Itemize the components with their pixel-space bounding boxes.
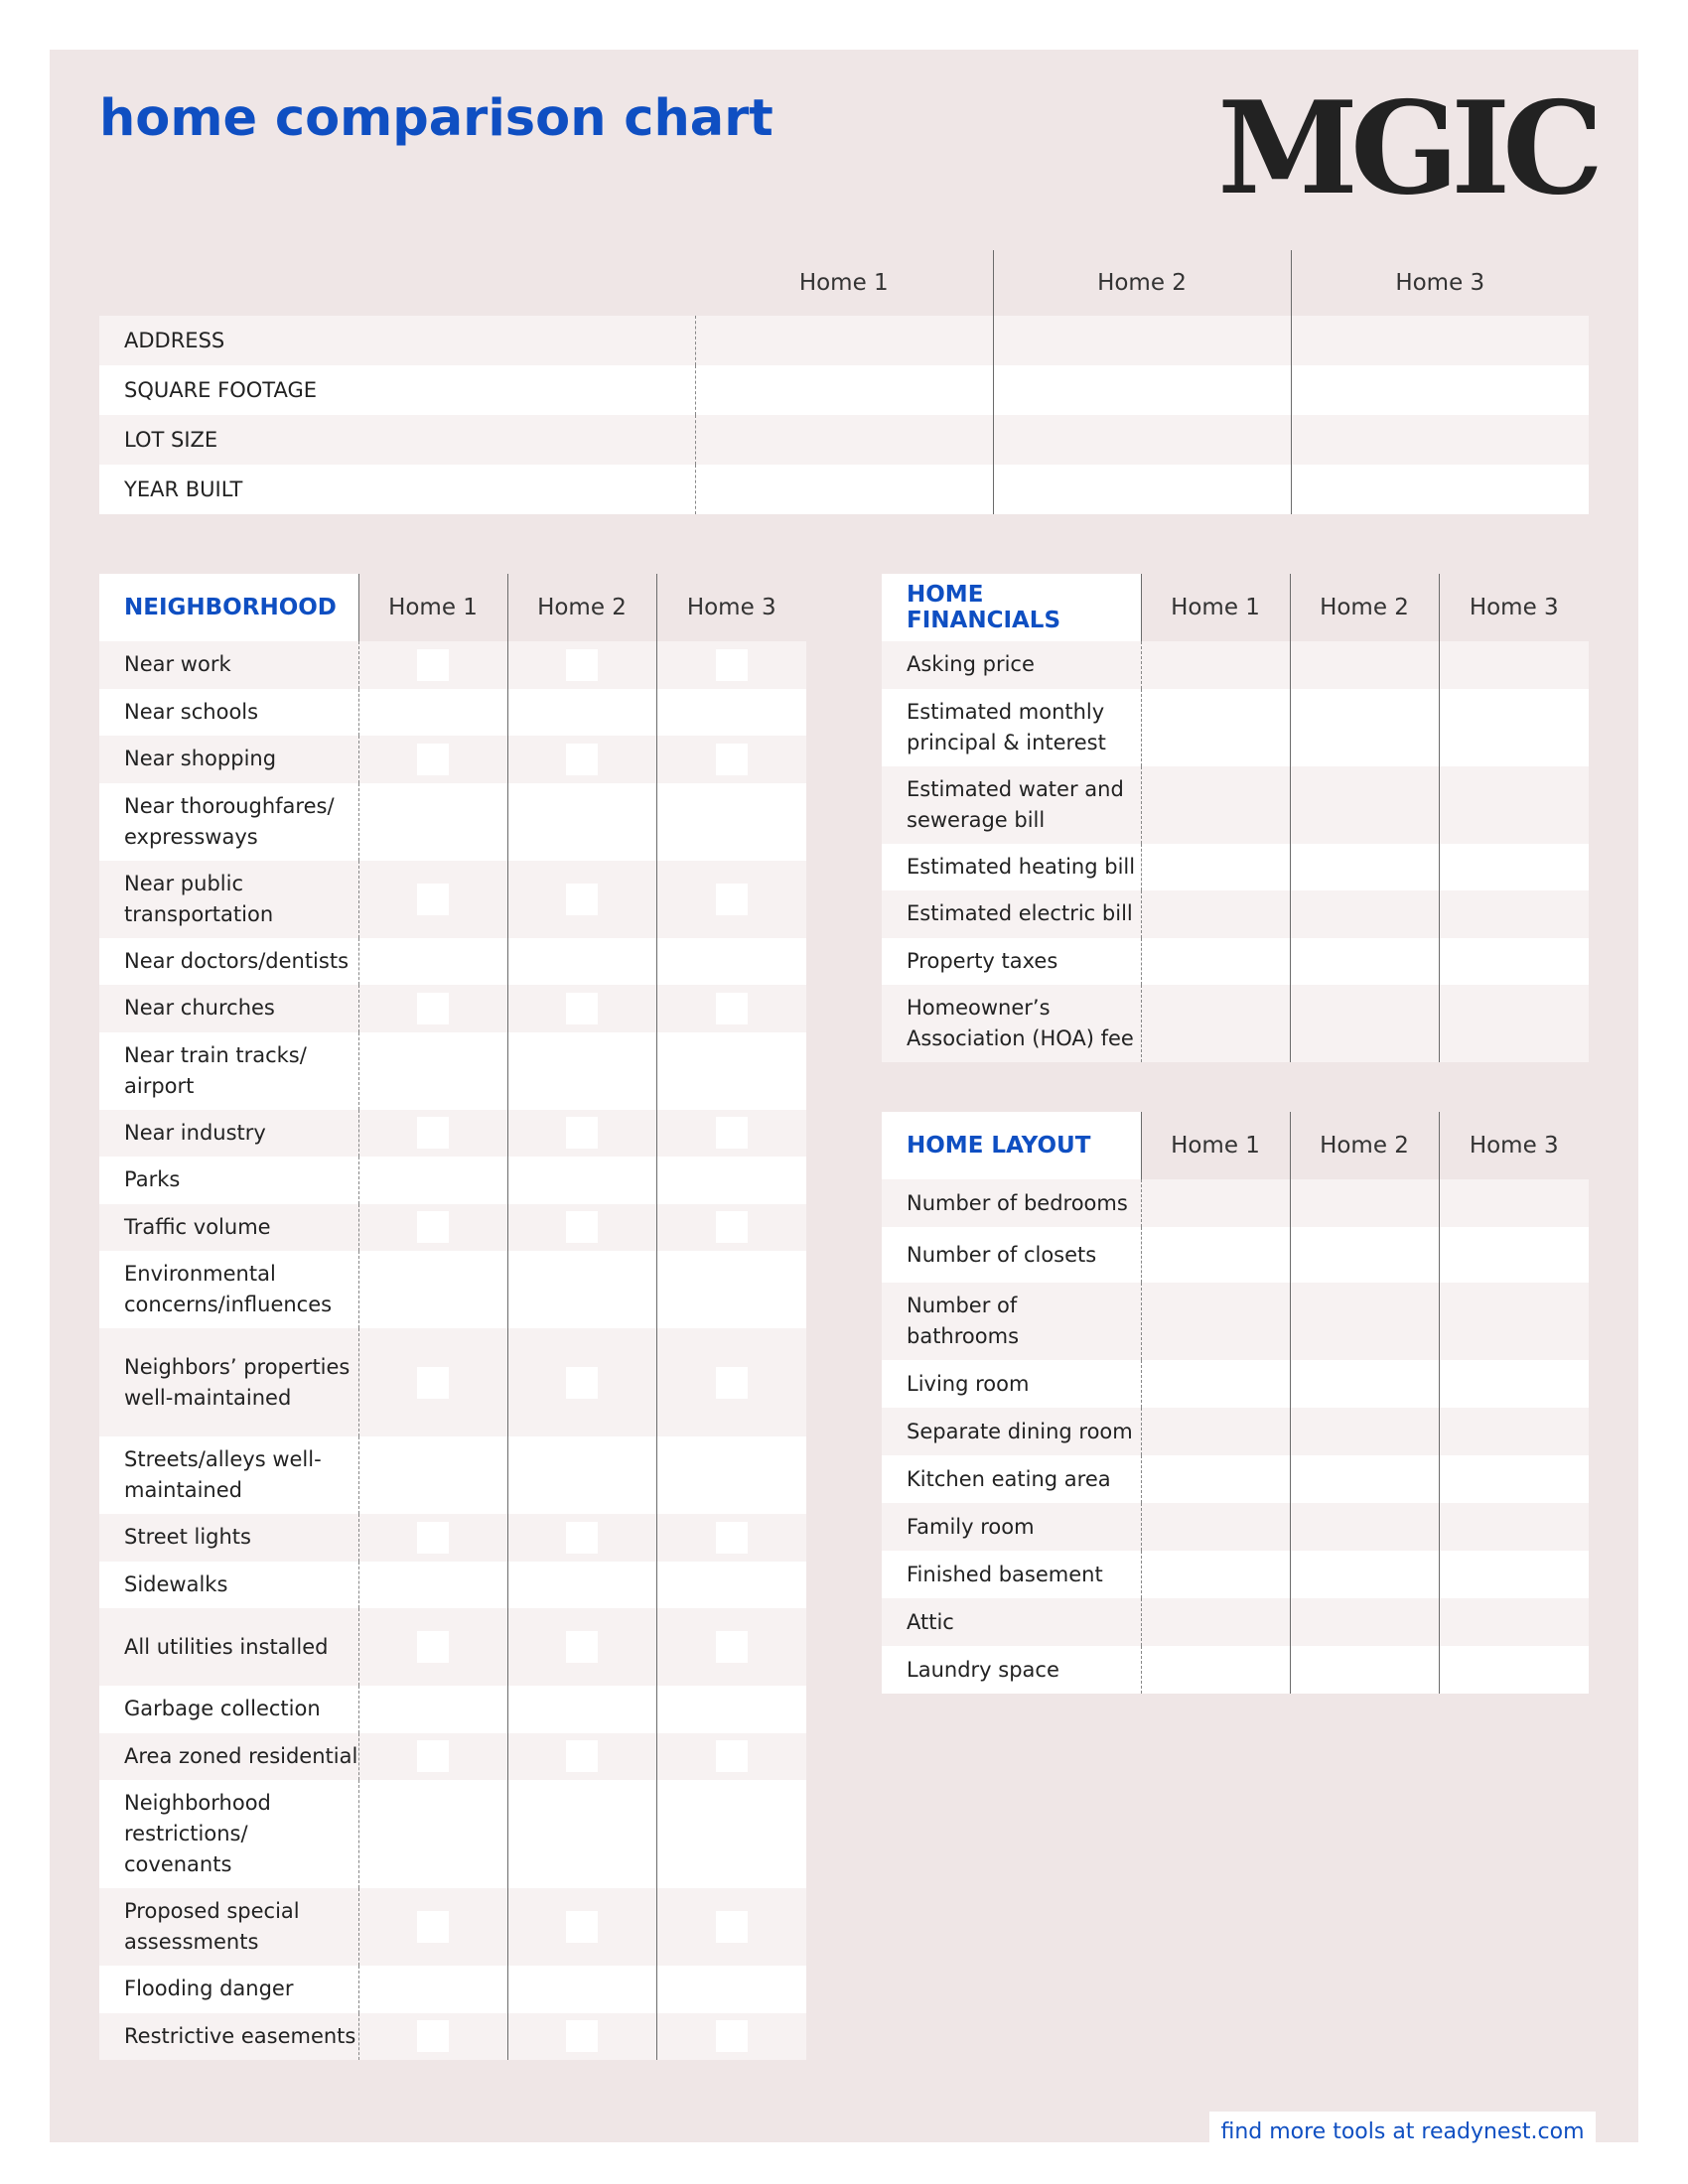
layout-row-label: Family room [882,1503,1141,1551]
financials-input-home-2[interactable] [1290,844,1439,891]
neighborhood-row-label: Near schools [99,689,358,737]
layout-row [882,1227,1589,1283]
checkbox[interactable] [566,1117,598,1149]
mgic-logo: MGIC [1217,74,1596,223]
neighborhood-cell-home-1 [358,1204,507,1252]
neighborhood-cell-home-2 [507,1328,656,1436]
financials-row-label: Property taxes [882,938,1141,986]
checkbox[interactable] [566,1740,598,1772]
financials-input-home-2[interactable] [1290,641,1439,689]
basics-input-home-3[interactable] [1291,465,1589,514]
financials-row [882,844,1589,891]
neighborhood-row [99,1780,806,1888]
neighborhood-row-label: Near thoroughfares/ expressways [99,783,358,861]
checkbox[interactable] [417,884,449,915]
neighborhood-cell-home-1[interactable] [358,1032,507,1110]
neighborhood-cell-home-3[interactable] [656,938,806,986]
neighborhood-row-label: Near work [99,641,358,689]
layout-input-home-1[interactable] [1141,1408,1290,1455]
neighborhood-row-label: Garbage collection [99,1686,358,1733]
neighborhood-cell-home-1[interactable] [358,783,507,861]
neighborhood-row [99,1686,806,1733]
basics-table [99,250,1589,514]
neighborhood-cell-home-1 [358,1328,507,1436]
basics-input-home-3[interactable] [1291,365,1589,415]
financials-row [882,938,1589,986]
neighborhood-row [99,1110,806,1158]
neighborhood-cell-home-3 [656,736,806,783]
neighborhood-cell-home-3 [656,1110,806,1158]
neighborhood-cell-home-3 [656,1608,806,1686]
neighborhood-row [99,1157,806,1204]
neighborhood-cell-home-3 [656,641,806,689]
basics-row-label: SQUARE FOOTAGE [99,365,695,415]
checkbox[interactable] [566,1631,598,1663]
neighborhood-cell-home-3 [656,1514,806,1562]
neighborhood-cell-home-1[interactable] [358,1157,507,1204]
neighborhood-cell-home-1[interactable] [358,938,507,986]
basics-row [99,316,1589,365]
neighborhood-row-label: Traffic volume [99,1204,358,1252]
neighborhood-cell-home-1 [358,1514,507,1562]
neighborhood-cell-home-1[interactable] [358,1780,507,1888]
checkbox[interactable] [716,1211,748,1243]
basics-input-home-1[interactable] [695,415,993,465]
neighborhood-cell-home-2[interactable] [507,938,656,986]
financials-row-label: Homeowner’s Association (HOA) fee [882,985,1141,1062]
neighborhood-row [99,1562,806,1609]
checkbox[interactable] [716,744,748,775]
neighborhood-row-label: Environmental concerns/influences [99,1251,358,1328]
checkbox[interactable] [716,649,748,681]
financials-heading: HOME FINANCIALS [882,574,1141,641]
neighborhood-cell-home-1 [358,1888,507,1966]
checkbox[interactable] [566,649,598,681]
financials-input-home-1[interactable] [1141,890,1290,938]
layout-col-home-1: Home 1 [1141,1112,1290,1179]
neighborhood-row-label: All utilities installed [99,1608,358,1686]
basics-row-label: ADDRESS [99,316,695,365]
neighborhood-row-label: Near shopping [99,736,358,783]
neighborhood-row-label: Neighbors’ properties well-maintained [99,1328,358,1436]
layout-input-home-3[interactable] [1439,1646,1589,1694]
layout-input-home-3[interactable] [1439,1283,1589,1360]
basics-row-label: LOT SIZE [99,415,695,465]
neighborhood-cell-home-2[interactable] [507,689,656,737]
financials-input-home-3[interactable] [1439,890,1589,938]
financials-table [882,574,1589,1062]
layout-row [882,1408,1589,1455]
neighborhood-cell-home-2 [507,2013,656,2061]
neighborhood-cell-home-3[interactable] [656,1686,806,1733]
layout-input-home-2[interactable] [1290,1360,1439,1408]
layout-input-home-3[interactable] [1439,1408,1589,1455]
layout-row-label: Finished basement [882,1551,1141,1598]
checkbox[interactable] [566,1211,598,1243]
layout-input-home-2[interactable] [1290,1179,1439,1227]
layout-row [882,1179,1589,1227]
neighborhood-cell-home-3 [656,861,806,938]
layout-row-label: Laundry space [882,1646,1141,1694]
financials-input-home-1[interactable] [1141,766,1290,844]
neighborhood-cell-home-3 [656,2013,806,2061]
neighborhood-cell-home-1 [358,2013,507,2061]
neighborhood-cell-home-3[interactable] [656,1032,806,1110]
basics-row [99,465,1589,514]
layout-row [882,1551,1589,1598]
neighborhood-cell-home-3 [656,985,806,1032]
neighborhood-row [99,1251,806,1328]
financials-input-home-2[interactable] [1290,689,1439,766]
financials-row [882,766,1589,844]
financials-input-home-2[interactable] [1290,766,1439,844]
neighborhood-cell-home-2 [507,641,656,689]
neighborhood-row-label: Flooding danger [99,1966,358,2013]
footer-link[interactable]: find more tools at readynest.com [1209,2112,1596,2153]
neighborhood-row [99,1888,806,1966]
checkbox[interactable] [417,1522,449,1554]
neighborhood-row-label: Parks [99,1157,358,1204]
neighborhood-cell-home-2 [507,1733,656,1781]
neighborhood-cell-home-2[interactable] [507,1032,656,1110]
neighborhood-row-label: Near public transportation [99,861,358,938]
neighborhood-cell-home-1 [358,1733,507,1781]
basics-row-label: YEAR BUILT [99,465,695,514]
financials-row-label: Estimated electric bill [882,890,1141,938]
checkbox[interactable] [716,1631,748,1663]
neighborhood-cell-home-2[interactable] [507,1562,656,1609]
neighborhood-cell-home-2[interactable] [507,1780,656,1888]
neighborhood-row [99,938,806,986]
neighborhood-row [99,1608,806,1686]
layout-row [882,1646,1589,1694]
neighborhood-cell-home-1[interactable] [358,1686,507,1733]
neighborhood-row-label: Street lights [99,1514,358,1562]
neighborhood-cell-home-2[interactable] [507,1436,656,1514]
basics-col-home-1: Home 1 [798,270,889,296]
neighborhood-cell-home-1 [358,641,507,689]
layout-input-home-2[interactable] [1290,1598,1439,1646]
neighborhood-cell-home-1 [358,861,507,938]
neighborhood-cell-home-3[interactable] [656,1251,806,1328]
basics-input-home-2[interactable] [993,365,1291,415]
basics-input-home-2[interactable] [993,316,1291,365]
checkbox[interactable] [417,1211,449,1243]
basics-row [99,415,1589,465]
layout-row-label: Number of bedrooms [882,1179,1141,1227]
checkbox[interactable] [716,1740,748,1772]
neighborhood-cell-home-2[interactable] [507,1157,656,1204]
neighborhood-row [99,689,806,737]
checkbox[interactable] [716,2020,748,2052]
neighborhood-cell-home-3 [656,1888,806,1966]
checkbox[interactable] [716,884,748,915]
checkbox[interactable] [566,1911,598,1943]
financials-row-label: Estimated heating bill [882,844,1141,891]
neighborhood-row-label: Near industry [99,1110,358,1158]
neighborhood-row [99,1204,806,1252]
financials-row [882,890,1589,938]
checkbox[interactable] [566,744,598,775]
layout-input-home-2[interactable] [1290,1227,1439,1283]
neighborhood-cell-home-1 [358,736,507,783]
checkbox[interactable] [417,649,449,681]
financials-col-home-1: Home 1 [1141,574,1290,641]
neighborhood-row [99,861,806,938]
neighborhood-cell-home-2 [507,985,656,1032]
checkbox[interactable] [566,2020,598,2052]
neighborhood-cell-home-3 [656,1328,806,1436]
page-title: home comparison chart [99,89,774,148]
financials-row [882,689,1589,766]
checkbox[interactable] [566,993,598,1024]
basics-col-home-3: Home 3 [1291,250,1589,316]
checkbox[interactable] [417,1367,449,1399]
checkbox[interactable] [716,1117,748,1149]
checkbox[interactable] [566,884,598,915]
neighborhood-row [99,736,806,783]
layout-input-home-1[interactable] [1141,1179,1290,1227]
layout-col-home-3: Home 3 [1439,1112,1589,1179]
layout-input-home-3[interactable] [1439,1179,1589,1227]
neighborhood-row [99,1966,806,2013]
basics-input-home-1[interactable] [695,316,993,365]
checkbox[interactable] [716,993,748,1024]
layout-input-home-2[interactable] [1290,1408,1439,1455]
financials-input-home-3[interactable] [1439,641,1589,689]
financials-row [882,985,1589,1062]
financials-row-label: Estimated monthly principal & interest [882,689,1141,766]
layout-input-home-3[interactable] [1439,1598,1589,1646]
financials-input-home-1[interactable] [1141,985,1290,1062]
checkbox[interactable] [716,1367,748,1399]
neighborhood-cell-home-3[interactable] [656,689,806,737]
neighborhood-cell-home-2[interactable] [507,1966,656,2013]
neighborhood-cell-home-2 [507,1204,656,1252]
neighborhood-col-home-2: Home 2 [507,574,656,641]
basics-input-home-3[interactable] [1291,415,1589,465]
layout-row [882,1283,1589,1360]
layout-input-home-2[interactable] [1290,1646,1439,1694]
financials-input-home-3[interactable] [1439,766,1589,844]
layout-input-home-1[interactable] [1141,1503,1290,1551]
layout-input-home-1[interactable] [1141,1598,1290,1646]
neighborhood-cell-home-2[interactable] [507,783,656,861]
checkbox[interactable] [566,1522,598,1554]
neighborhood-cell-home-3[interactable] [656,1157,806,1204]
neighborhood-cell-home-3[interactable] [656,1436,806,1514]
financials-input-home-2[interactable] [1290,985,1439,1062]
neighborhood-cell-home-2 [507,1608,656,1686]
financials-input-home-2[interactable] [1290,890,1439,938]
layout-input-home-1[interactable] [1141,1455,1290,1503]
layout-input-home-2[interactable] [1290,1455,1439,1503]
neighborhood-row-label: Near doctors/dentists [99,938,358,986]
layout-row-label: Number of bathrooms [882,1283,1141,1360]
neighborhood-row-label: Area zoned residential [99,1733,358,1781]
neighborhood-cell-home-2 [507,861,656,938]
neighborhood-row-label: Streets/alleys well-maintained [99,1436,358,1514]
neighborhood-cell-home-1[interactable] [358,689,507,737]
neighborhood-cell-home-3[interactable] [656,1780,806,1888]
layout-input-home-3[interactable] [1439,1227,1589,1283]
financials-col-home-3: Home 3 [1439,574,1589,641]
layout-input-home-2[interactable] [1290,1503,1439,1551]
neighborhood-row [99,641,806,689]
neighborhood-cell-home-3 [656,1733,806,1781]
financials-row [882,641,1589,689]
neighborhood-heading: NEIGHBORHOOD [99,574,358,641]
neighborhood-cell-home-3[interactable] [656,1562,806,1609]
neighborhood-cell-home-2 [507,1888,656,1966]
layout-input-home-3[interactable] [1439,1455,1589,1503]
neighborhood-row [99,1514,806,1562]
neighborhood-col-home-3: Home 3 [656,574,806,641]
checkbox[interactable] [417,993,449,1024]
neighborhood-cell-home-2 [507,1110,656,1158]
layout-row [882,1598,1589,1646]
financials-input-home-1[interactable] [1141,938,1290,986]
layout-table [882,1112,1589,1694]
neighborhood-cell-home-1 [358,1608,507,1686]
checkbox[interactable] [417,744,449,775]
neighborhood-col-home-1: Home 1 [358,574,507,641]
financials-input-home-1[interactable] [1141,689,1290,766]
layout-row-label: Kitchen eating area [882,1455,1141,1503]
financials-input-home-3[interactable] [1439,689,1589,766]
checkbox[interactable] [417,1631,449,1663]
neighborhood-cell-home-3[interactable] [656,783,806,861]
neighborhood-row [99,985,806,1032]
basics-input-home-1[interactable] [695,365,993,415]
neighborhood-cell-home-2[interactable] [507,1251,656,1328]
layout-input-home-1[interactable] [1141,1283,1290,1360]
financials-input-home-1[interactable] [1141,641,1290,689]
layout-input-home-3[interactable] [1439,1360,1589,1408]
basics-corner [99,250,695,316]
checkbox[interactable] [716,1911,748,1943]
checkbox[interactable] [566,1367,598,1399]
neighborhood-row [99,1733,806,1781]
basics-input-home-2[interactable] [993,415,1291,465]
layout-input-home-1[interactable] [1141,1360,1290,1408]
layout-row-label: Separate dining room [882,1408,1141,1455]
financials-input-home-1[interactable] [1141,844,1290,891]
basics-col-home-2: Home 2 [993,250,1291,316]
neighborhood-cell-home-1 [358,1110,507,1158]
layout-row [882,1360,1589,1408]
layout-input-home-1[interactable] [1141,1551,1290,1598]
neighborhood-row-label: Near train tracks/ airport [99,1032,358,1110]
financials-input-home-2[interactable] [1290,938,1439,986]
layout-input-home-1[interactable] [1141,1227,1290,1283]
neighborhood-table [99,574,806,2060]
neighborhood-row [99,1436,806,1514]
layout-input-home-1[interactable] [1141,1646,1290,1694]
layout-row [882,1455,1589,1503]
neighborhood-row-label: Neighborhood restrictions/ covenants [99,1780,358,1888]
financials-row-label: Estimated water and sewerage bill [882,766,1141,844]
layout-input-home-2[interactable] [1290,1283,1439,1360]
basics-row [99,365,1589,415]
basics-input-home-3[interactable] [1291,316,1589,365]
layout-row-label: Living room [882,1360,1141,1408]
financials-row-label: Asking price [882,641,1141,689]
checkbox[interactable] [417,1911,449,1943]
financials-input-home-3[interactable] [1439,938,1589,986]
neighborhood-cell-home-1[interactable] [358,1251,507,1328]
financials-col-home-2: Home 2 [1290,574,1439,641]
layout-input-home-3[interactable] [1439,1551,1589,1598]
neighborhood-cell-home-1[interactable] [358,1436,507,1514]
layout-heading: HOME LAYOUT [882,1112,1141,1179]
layout-input-home-3[interactable] [1439,1503,1589,1551]
checkbox[interactable] [417,1117,449,1149]
checkbox[interactable] [417,2020,449,2052]
neighborhood-row-label: Restrictive easements [99,2013,358,2061]
neighborhood-row [99,2013,806,2061]
layout-row [882,1503,1589,1551]
checkbox[interactable] [716,1522,748,1554]
neighborhood-row-label: Sidewalks [99,1562,358,1609]
neighborhood-row-label: Near churches [99,985,358,1032]
neighborhood-cell-home-1[interactable] [358,1966,507,2013]
neighborhood-row-label: Proposed special assessments [99,1888,358,1966]
financials-input-home-3[interactable] [1439,844,1589,891]
basics-input-home-2[interactable] [993,465,1291,514]
layout-row-label: Attic [882,1598,1141,1646]
neighborhood-cell-home-3[interactable] [656,1966,806,2013]
neighborhood-cell-home-1[interactable] [358,1562,507,1609]
layout-input-home-2[interactable] [1290,1551,1439,1598]
neighborhood-cell-home-2 [507,736,656,783]
neighborhood-cell-home-1 [358,985,507,1032]
neighborhood-cell-home-2[interactable] [507,1686,656,1733]
neighborhood-cell-home-2 [507,1514,656,1562]
neighborhood-row [99,783,806,861]
basics-input-home-1[interactable] [695,465,993,514]
neighborhood-row [99,1328,806,1436]
neighborhood-row [99,1032,806,1110]
checkbox[interactable] [417,1740,449,1772]
neighborhood-cell-home-3 [656,1204,806,1252]
financials-input-home-3[interactable] [1439,985,1589,1062]
layout-row-label: Number of closets [882,1227,1141,1283]
layout-col-home-2: Home 2 [1290,1112,1439,1179]
